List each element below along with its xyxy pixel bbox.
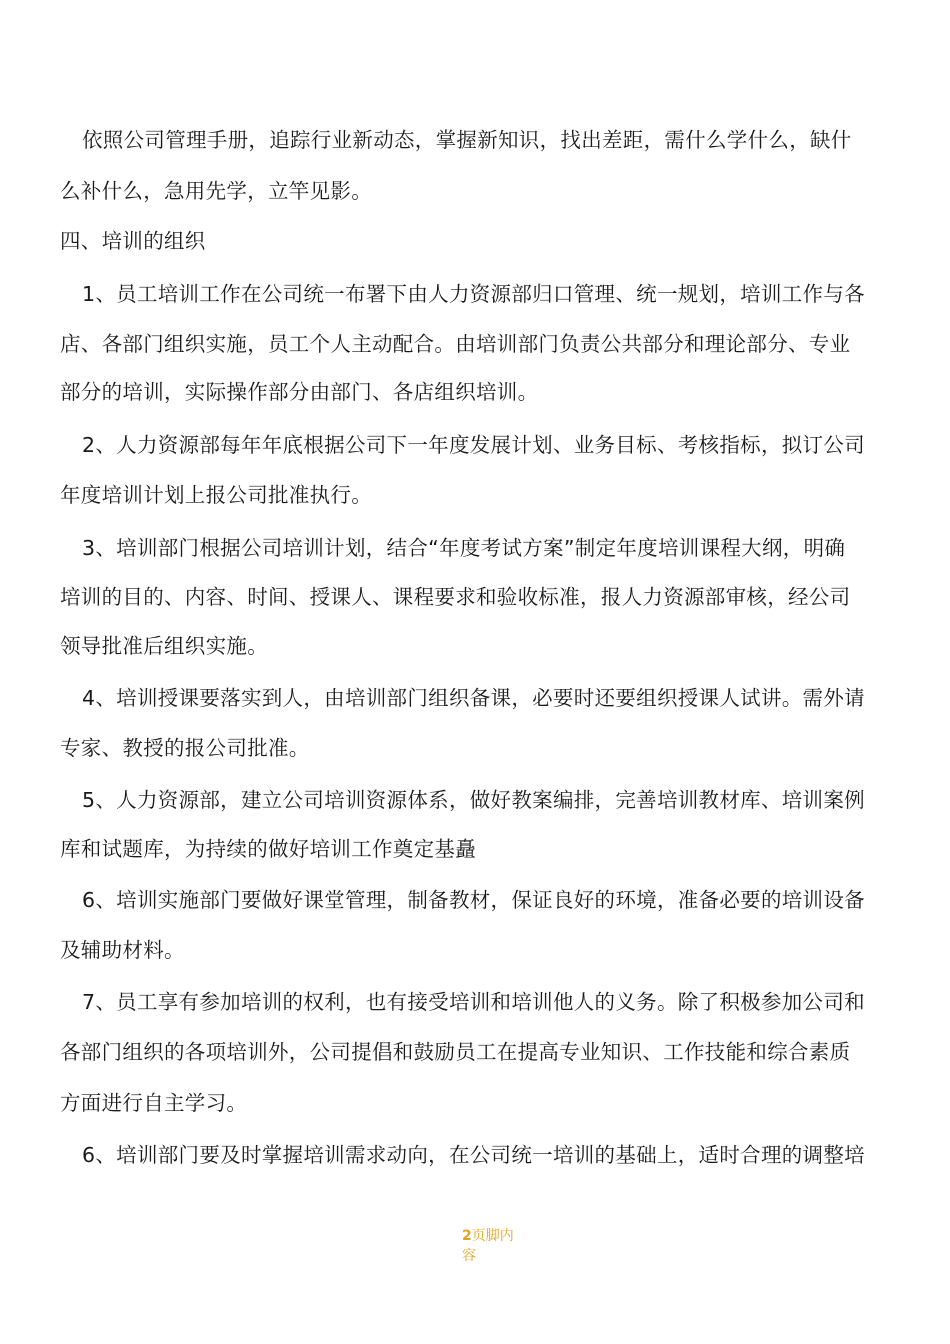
paragraph-line: 及辅助材料。 xyxy=(60,938,185,962)
page-footer-continued xyxy=(462,1246,476,1266)
paragraph-line: 领导批准后组织实施。 xyxy=(60,634,268,658)
paragraph-line: 2、人力资源部每年年底根据公司下一年度发展计划、业务目标、考核指标，拟订公司 xyxy=(82,433,865,457)
paragraph-line: 各部门组织的各项培训外，公司提倡和鼓励员工在提高专业知识、工作技能和综合素质 xyxy=(60,1040,851,1064)
paragraph-line: 5、人力资源部，建立公司培训资源体系，做好教案编排，完善培训教材库、培训案例 xyxy=(82,788,865,812)
paragraph-line: 依照公司管理手册，追踪行业新动态，掌握新知识，找出差距，需什么学什么，缺什 xyxy=(82,128,852,152)
paragraph-line: 专家、教授的报公司批准。 xyxy=(60,736,310,760)
paragraph-line: 么补什么，急用先学，立竿见影。 xyxy=(60,179,372,203)
footer-text: 容 xyxy=(462,1248,476,1264)
paragraph-line: 部分的培训，实际操作部分由部门、各店组织培训。 xyxy=(60,380,539,404)
paragraph-line: 7、员工享有参加培训的权利，也有接受培训和培训他人的义务。除了积极参加公司和 xyxy=(82,990,865,1014)
paragraph-line: 库和试题库，为持续的做好培训工作奠定基矗 xyxy=(60,837,476,861)
paragraph-line: 方面进行自主学习。 xyxy=(60,1091,248,1115)
paragraph-line: 6、培训部门要及时掌握培训需求动向，在公司统一培训的基础上，适时合理的调整培 xyxy=(82,1143,865,1167)
footer-text: 页脚内 xyxy=(471,1228,514,1244)
paragraph-line: 6、培训实施部门要做好课堂管理，制备教材，保证良好的环境，准备必要的培训设备 xyxy=(82,888,865,912)
paragraph-line: 店、各部门组织实施，员工个人主动配合。由培训部门负责公共部分和理论部分、专业 xyxy=(60,332,851,356)
paragraph-line: 1、员工培训工作在公司统一布署下由人力资源部归口管理、统一规划，培训工作与各 xyxy=(82,282,865,306)
paragraph-line: 年度培训计划上报公司批准执行。 xyxy=(60,483,372,507)
paragraph-line: 4、培训授课要落实到人，由培训部门组织备课，必要时还要组织授课人试讲。需外请 xyxy=(82,686,865,710)
page-number: 2 xyxy=(462,1228,472,1244)
paragraph-line: 3、培训部门根据公司培训计划，结合“年度考试方案”制定年度培训课程大纲，明确 xyxy=(82,536,846,560)
paragraph-line: 培训的目的、内容、时间、授课人、课程要求和验收标准，报人力资源部审核，经公司 xyxy=(60,585,851,609)
section-heading: 四、培训的组织 xyxy=(60,229,206,253)
page-footer xyxy=(462,1226,514,1246)
